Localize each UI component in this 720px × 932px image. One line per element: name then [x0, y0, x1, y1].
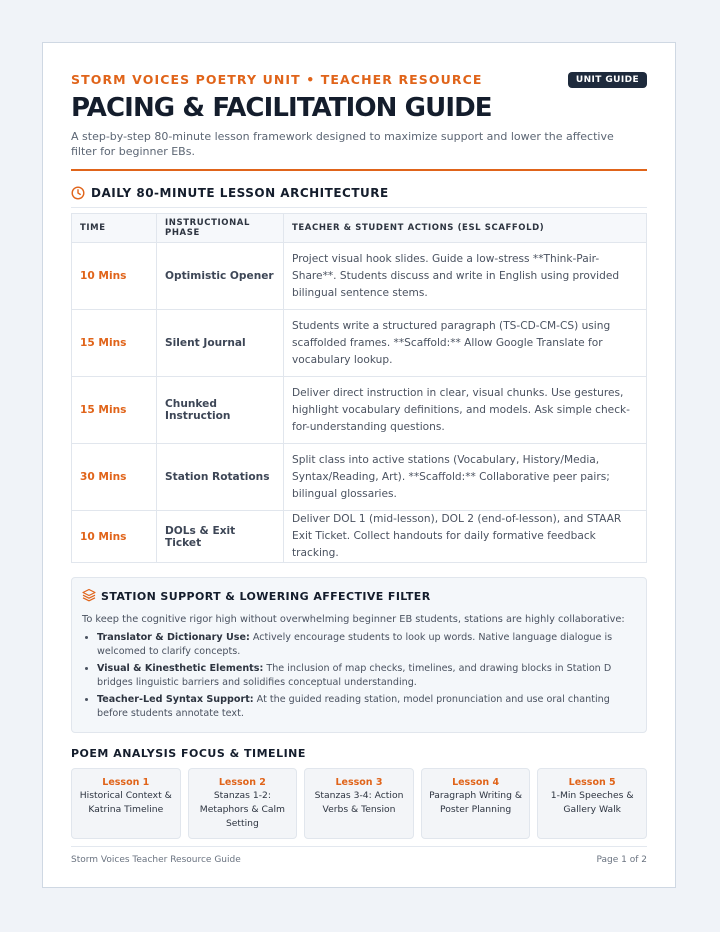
column-header-time: TIME: [72, 214, 157, 243]
lesson-card: [188, 768, 298, 839]
lesson-description: 1-Min Speeches & Gallery Walk: [550, 790, 634, 815]
table-row: [72, 377, 647, 444]
list-item-label: Visual & Kinesthetic Elements:: [97, 663, 264, 674]
list-item: [97, 662, 634, 690]
lesson-card: [71, 768, 181, 839]
page: [42, 42, 676, 888]
support-list: [82, 631, 634, 721]
unit-kicker: STORM VOICES POETRY UNIT • TEACHER RESOURCE: [71, 72, 483, 87]
lesson-timeline: [71, 768, 647, 839]
row-time: 10 Mins: [72, 511, 157, 563]
list-item-label: Translator & Dictionary Use:: [97, 632, 250, 643]
lesson-number: Lesson 2: [218, 777, 266, 788]
row-phase: DOLs & Exit Ticket: [157, 511, 284, 563]
table-row: [72, 243, 647, 310]
row-actions: Split class into active stations (Vocabulary, History/Media, Syntax/Reading, Art). **Scaffold:** Collaborative peer pairs; bilingual glossaries.: [284, 444, 647, 511]
unit-guide-badge: UNIT GUIDE: [568, 72, 647, 88]
list-item: [97, 693, 634, 721]
table-header-row: [72, 214, 647, 243]
page-subtitle: A step-by-step 80-minute lesson framework designed to maximize support and lower the affective filter for beginner EBs.: [71, 130, 614, 158]
row-phase: Optimistic Opener: [157, 243, 284, 310]
list-item: [97, 631, 634, 659]
row-phase: Chunked Instruction: [157, 377, 284, 444]
column-header-phase: INSTRUCTIONAL PHASE: [157, 214, 284, 243]
lesson-card: [304, 768, 414, 839]
station-support-box: [71, 577, 647, 733]
row-time: 30 Mins: [72, 444, 157, 511]
lesson-card: [421, 768, 531, 839]
architecture-divider: [71, 207, 647, 208]
footer-title: Storm Voices Teacher Resource Guide: [71, 855, 241, 865]
architecture-heading-text: DAILY 80-MINUTE LESSON ARCHITECTURE: [91, 186, 389, 200]
support-intro: To keep the cognitive rigor high without overwhelming beginner EB students, stations are highly collaborative:: [82, 614, 625, 625]
list-item-text: The inclusion of map checks, timelines, and drawing blocks in Station D bridges linguistic barriers and solidifies conceptual understanding.: [97, 663, 612, 688]
table-row: [72, 310, 647, 377]
table-row: [72, 511, 647, 563]
clock-icon: [71, 186, 85, 200]
page-number: Page 1 of 2: [596, 855, 647, 865]
lesson-description: Stanzas 1-2: Metaphors & Calm Setting: [199, 790, 285, 829]
lesson-architecture-table: [71, 213, 647, 563]
header-divider: [71, 169, 647, 171]
lesson-number: Lesson 5: [568, 777, 616, 788]
layers-icon: [82, 588, 96, 605]
list-item-text: At the guided reading station, model pronunciation and use oral chanting before students annotate text.: [97, 694, 610, 719]
timeline-heading: POEM ANALYSIS FOCUS & TIMELINE: [71, 747, 306, 760]
row-time: 15 Mins: [72, 310, 157, 377]
row-time: 15 Mins: [72, 377, 157, 444]
page-footer: [71, 846, 647, 865]
architecture-heading: [71, 186, 647, 200]
lesson-description: Paragraph Writing & Poster Planning: [429, 790, 523, 815]
lesson-description: Stanzas 3-4: Action Verbs & Tension: [314, 790, 404, 815]
row-phase: Silent Journal: [157, 310, 284, 377]
lesson-card: [537, 768, 647, 839]
lesson-number: Lesson 4: [452, 777, 500, 788]
row-actions: Students write a structured paragraph (TS-CD-CM-CS) using scaffolded frames. **Scaffold:** Allow Google Translate for vocabulary lookup.: [284, 310, 647, 377]
table-row: [72, 444, 647, 511]
row-time: 10 Mins: [72, 243, 157, 310]
page-title: PACING & FACILITATION GUIDE: [71, 93, 492, 123]
row-phase: Station Rotations: [157, 444, 284, 511]
row-actions: Project visual hook slides. Guide a low-stress **Think-Pair-Share**. Students discuss and write in English using provided bilingual sentence stems.: [284, 243, 647, 310]
row-actions: Deliver DOL 1 (mid-lesson), DOL 2 (end-of-lesson), and STAAR Exit Ticket. Collect handouts for daily formative feedback tracking.: [284, 511, 647, 563]
support-heading: [82, 588, 634, 605]
lesson-number: Lesson 3: [335, 777, 383, 788]
lesson-number: Lesson 1: [102, 777, 150, 788]
support-heading-text: STATION SUPPORT & LOWERING AFFECTIVE FILTER: [101, 590, 431, 603]
row-actions: Deliver direct instruction in clear, visual chunks. Use gestures, highlight vocabulary definitions, and models. Ask simple check-for-understanding questions.: [284, 377, 647, 444]
column-header-actions: TEACHER & STUDENT ACTIONS (ESL SCAFFOLD): [284, 214, 647, 243]
list-item-text: Actively encourage students to look up words. Native language dialogue is welcomed to clarify concepts.: [97, 632, 613, 657]
list-item-label: Teacher-Led Syntax Support:: [97, 694, 254, 705]
lesson-description: Historical Context & Katrina Timeline: [79, 790, 172, 815]
